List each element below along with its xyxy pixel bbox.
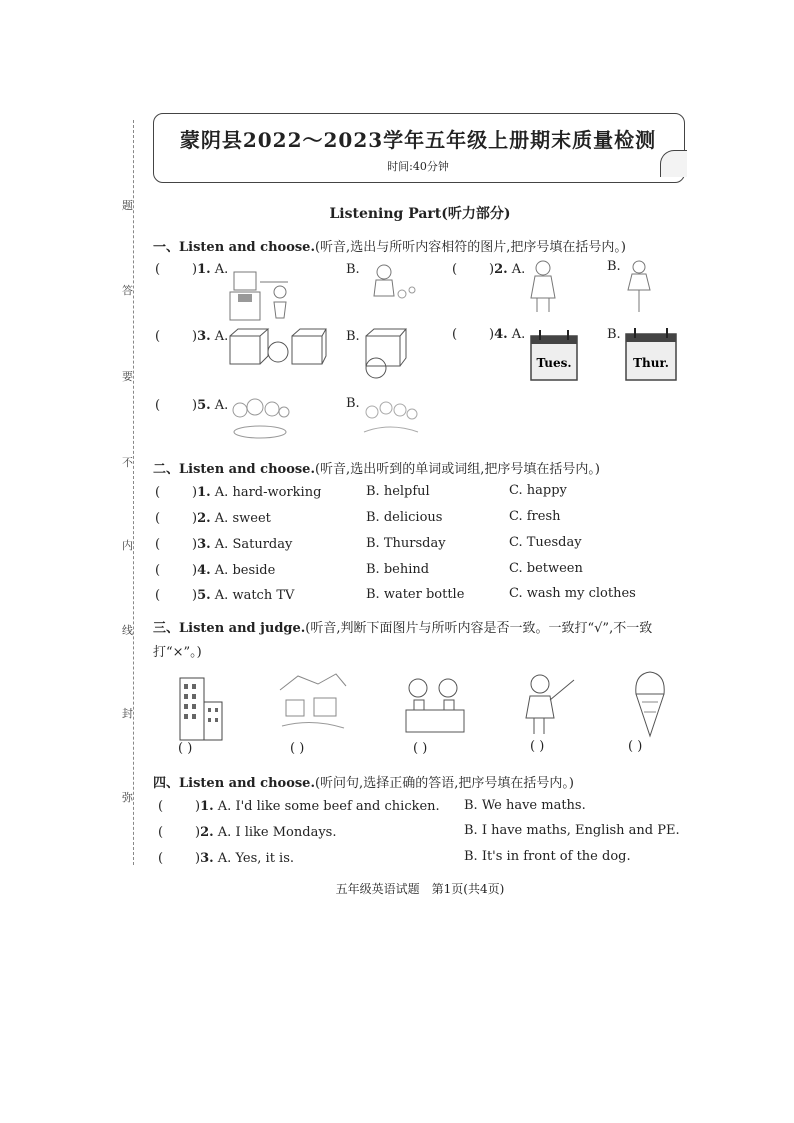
s4-row3: )3. A. Yes, it is. <box>195 851 295 866</box>
s1-q5-option-b: B. <box>346 396 360 411</box>
exam-time: 时间:40分钟 <box>387 160 449 173</box>
s3-answer-1[interactable]: ( ) <box>178 741 193 756</box>
s1-q5-label: )5. A. <box>192 398 229 413</box>
s1-q1-label: )1. A. <box>192 262 229 277</box>
s4-row3-b: B. It's in front of the dog. <box>464 849 631 864</box>
section4-heading: 四、Listen and choose.(听问句,选择正确的答语,把序号填在括号内。) <box>153 776 574 791</box>
calendar-thur-picture <box>625 328 677 382</box>
box-ball-in-front-picture <box>362 326 408 382</box>
calendar-thur-label: Thur. <box>633 356 669 370</box>
margin-char: 要 <box>122 366 133 386</box>
s1-q2-paren-open: ( <box>452 262 458 277</box>
s2-row5: )5. A. watch TV <box>192 588 295 603</box>
margin-char: 封 <box>122 703 133 723</box>
s3-answer-2[interactable]: ( ) <box>290 741 305 756</box>
margin-char: 内 <box>122 535 133 555</box>
s1-q2-option-b: B. <box>607 259 621 274</box>
s2-row3: )3. A. Saturday <box>192 537 293 552</box>
s1-q1-option-b: B. <box>346 262 360 277</box>
s2-row2: )2. A. sweet <box>192 511 271 526</box>
s1-q4-paren-open: ( <box>452 327 458 342</box>
s1-q3-option-b: B. <box>346 329 360 344</box>
margin-char: 不 <box>122 452 133 472</box>
margin-char: 答 <box>122 280 133 300</box>
s2-row4-c: C. between <box>509 561 583 576</box>
village-picture <box>278 670 348 736</box>
margin-char: 弥 <box>122 787 133 807</box>
exam-title: 蒙阴县2022～2023学年五年级上册期末质量检测 <box>179 128 657 152</box>
calendar-tues-label: Tues. <box>536 356 572 370</box>
s1-q4-option-b: B. <box>607 327 621 342</box>
ice-cream-picture <box>630 668 670 738</box>
s4-row2-b: B. I have maths, English and PE. <box>464 823 680 838</box>
boxes-ball-between-picture <box>228 326 328 368</box>
s2-row1-b: B. helpful <box>366 484 430 499</box>
flower-garden-picture <box>362 398 420 440</box>
section2-heading: 二、Listen and choose.(听音,选出听到的单词或词组,把序号填在括号内。) <box>153 462 600 477</box>
s4-row1: )1. A. I'd like some beef and chicken. <box>195 799 440 814</box>
section1-heading: 一、Listen and choose.(听音,选出与所听内容相符的图片,把序号填在括号内。) <box>153 240 626 255</box>
teacher-pointer-picture <box>522 672 578 738</box>
s2-row1: )1. A. hard-working <box>192 485 322 500</box>
s2-row3-c: C. Tuesday <box>509 535 582 550</box>
s2-row2-b: B. delicious <box>366 510 443 525</box>
s2-row5-b: B. water bottle <box>366 587 465 602</box>
s1-q4-label: )4. A. <box>489 327 526 342</box>
s1-q5-paren-open: ( <box>155 398 161 413</box>
s1-q3-label: )3. A. <box>192 329 229 344</box>
s1-q1-paren-open: ( <box>155 262 161 277</box>
s3-answer-5[interactable]: ( ) <box>628 739 643 754</box>
margin-char: 线 <box>122 620 133 640</box>
part-title: Listening Part(听力部分) <box>329 206 511 222</box>
s2-row3-b: B. Thursday <box>366 536 446 551</box>
s2-row1-c: C. happy <box>509 483 567 498</box>
section3-heading: 三、Listen and judge.(听音,判断下面图片与所听内容是否一致。一致打“√”,不一致 打“×”。) <box>153 621 653 660</box>
s1-q3-paren-open: ( <box>155 329 161 344</box>
s2-row5-c: C. wash my clothes <box>509 586 636 601</box>
s1-q2-label: )2. A. <box>489 262 526 277</box>
margin-char: 题 <box>122 195 133 215</box>
s2-row4-b: B. behind <box>366 562 430 577</box>
singing-girl-picture <box>525 258 561 314</box>
binding-line <box>133 120 134 865</box>
s4-row1-b: B. We have maths. <box>464 798 586 813</box>
s2-row2-c: C. fresh <box>509 509 561 524</box>
tall-building-picture <box>178 676 224 742</box>
page-footer: 五年级英语试题 第1页(共4页) <box>335 882 505 896</box>
s4-row2: )2. A. I like Mondays. <box>195 825 337 840</box>
students-desk-picture <box>402 676 468 734</box>
girl-picture <box>362 262 422 312</box>
calendar-tues-picture <box>530 330 578 382</box>
computer-desk-picture <box>228 262 294 322</box>
s3-answer-4[interactable]: ( ) <box>530 739 545 754</box>
s3-answer-3[interactable]: ( ) <box>413 741 428 756</box>
park-trees-picture <box>230 396 290 442</box>
dancing-girl-picture <box>624 258 654 314</box>
s2-row4: )4. A. beside <box>192 563 276 578</box>
